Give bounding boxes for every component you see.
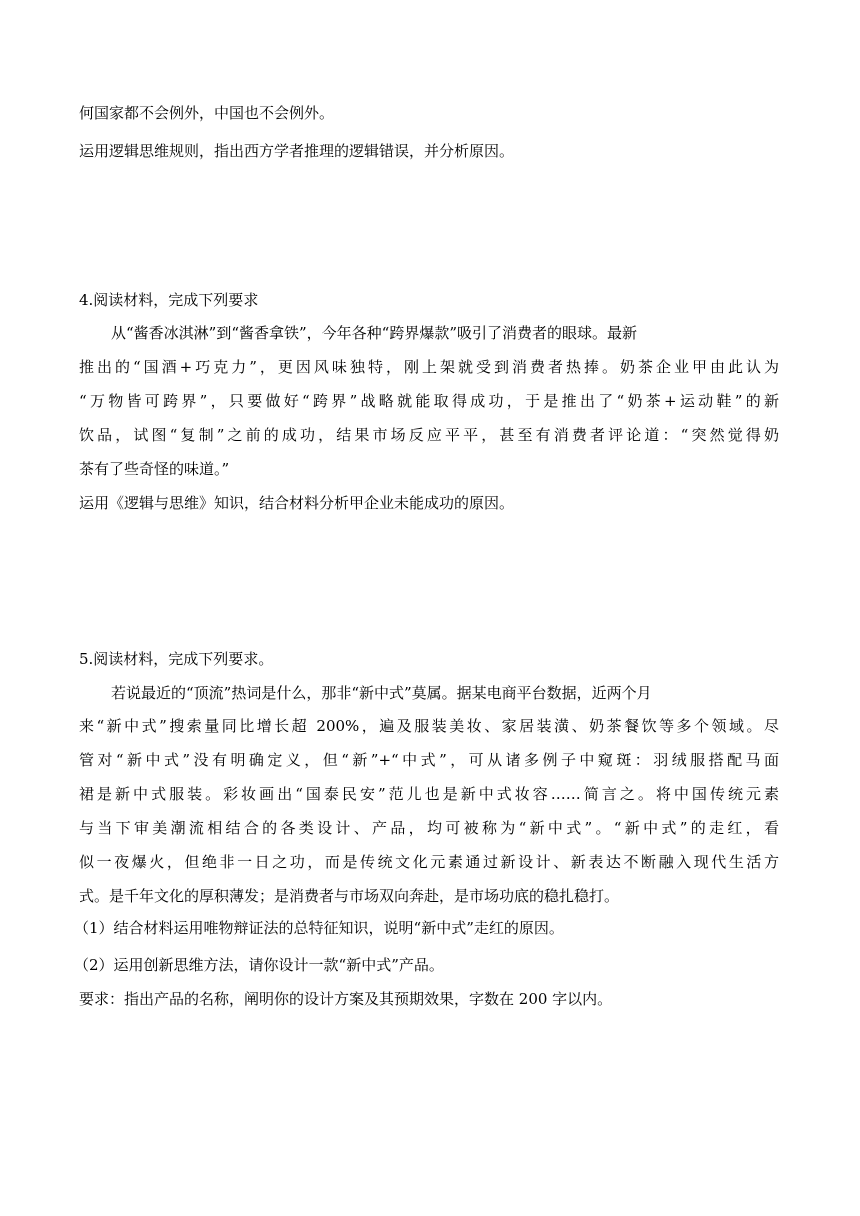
q5-requirement: 要求：指出产品的名称，阐明你的设计方案及其预期效果，字数在 200 字以内。 — [79, 990, 613, 1008]
q4-material-line: 饮品，试图“复制”之前的成功，结果市场反应平平，甚至有消费者评论道：“突然觉得奶 — [79, 426, 779, 444]
q5-material-line: 似一夜爆火，但绝非一日之功，而是传统文化元素通过新设计、新表达不断融入现代生活方 — [79, 853, 779, 871]
q5-sub-question-1: （1）结合材料运用唯物辩证法的总特征知识，说明“新中式”走红的原因。 — [74, 919, 564, 937]
q4-material-line: 从“酱香冰淇淋”到“酱香拿铁”，今年各种“跨界爆款”吸引了消费者的眼球。最新 — [111, 324, 638, 342]
q3-task: 运用逻辑思维规则，指出西方学者推理的逻辑错误，并分析原因。 — [79, 142, 515, 160]
q4-material-line: “万物皆可跨界”，只要做好“跨界”战略就能取得成功，于是推出了“奶茶+运动鞋”的新 — [79, 392, 779, 410]
q5-heading: 5.阅读材料，完成下列要求。 — [79, 650, 274, 668]
q4-heading: 4.阅读材料，完成下列要求 — [79, 291, 259, 309]
q5-material-line: 若说最近的“顶流”热词是什么，那非“新中式”莫属。据某电商平台数据，近两个月 — [111, 684, 652, 702]
q5-material-line: 式。是千年文化的厚积薄发；是消费者与市场双向奔赴，是市场功底的稳扎稳打。 — [79, 887, 620, 905]
q5-material-line: 裙是新中式服装。彩妆画出“国泰民安”范儿也是新中式妆容……简言之。将中国传统元素 — [79, 785, 779, 803]
q5-material-line: 管对“新中式”没有明确定义，但“新”+“中式”，可从诸多例子中窥斑：羽绒服搭配马面 — [79, 751, 779, 769]
q4-task: 运用《逻辑与思维》知识，结合材料分析甲企业未能成功的原因。 — [79, 494, 515, 512]
q5-sub-question-2: （2）运用创新思维方法，请你设计一款“新中式”产品。 — [74, 956, 444, 974]
q4-material-line: 推出的“国酒+巧克力”，更因风味独特，刚上架就受到消费者热捧。奶茶企业甲由此认为 — [79, 358, 779, 376]
q3-tail-line: 何国家都不会例外，中国也不会例外。 — [79, 104, 335, 122]
q5-material-line: 与当下审美潮流相结合的各类设计、产品，均可被称为“新中式”。“新中式”的走红，看 — [79, 819, 779, 837]
q5-material-line: 来“新中式”搜索量同比增长超 200%，遍及服装美妆、家居装潢、奶茶餐饮等多个领域。尽 — [79, 717, 779, 735]
q4-material-line: 茶有了些奇怪的味道。” — [79, 460, 230, 478]
